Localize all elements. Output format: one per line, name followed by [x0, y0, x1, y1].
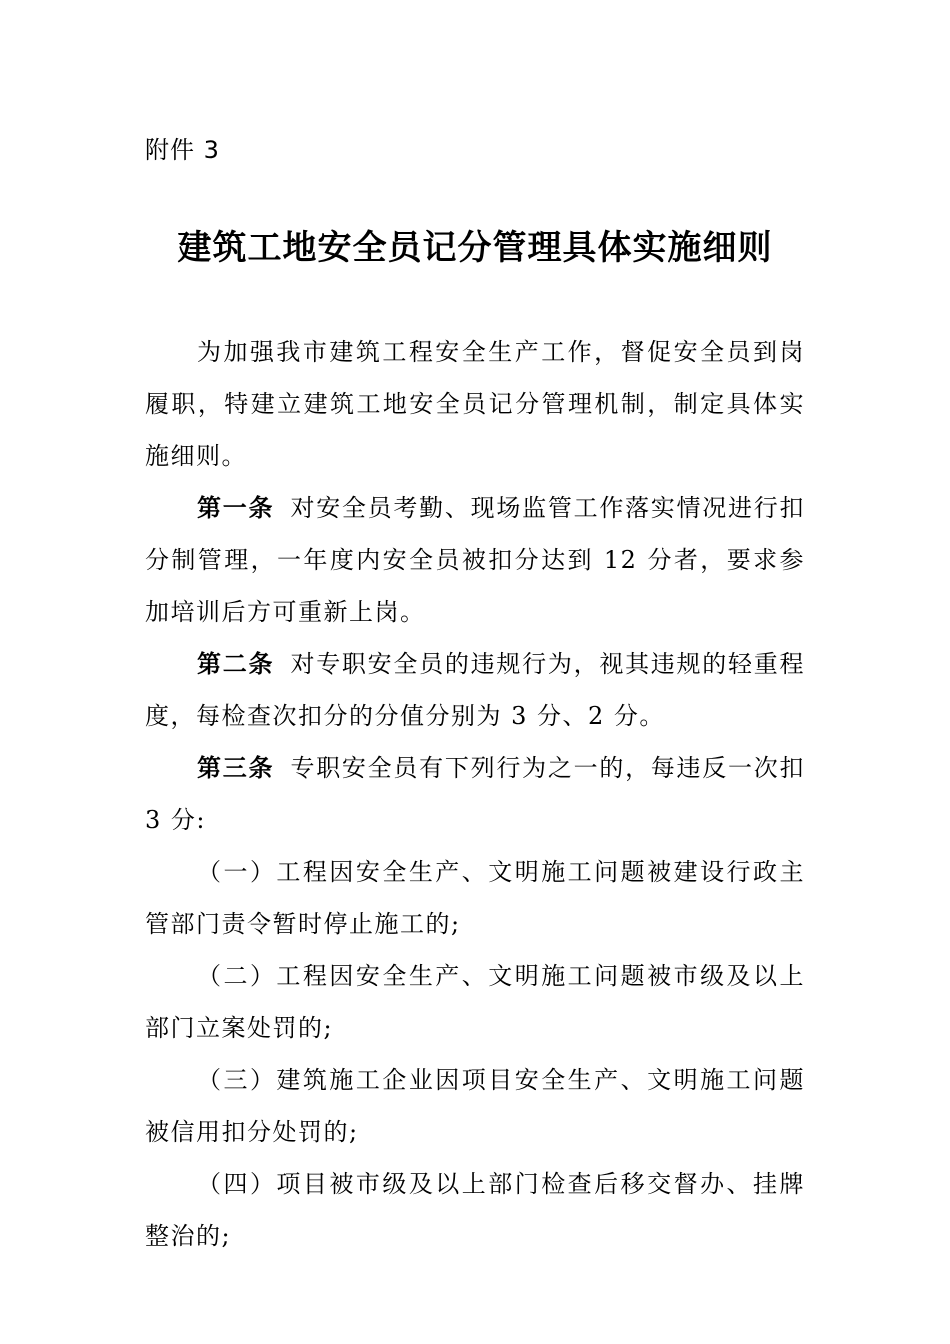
document-title: 建筑工地安全员记分管理具体实施细则	[177, 228, 773, 268]
article-1-text: 对安全员考勤、现场监管工作落实情况进行扣分制管理，一年度内安全员被扣分达到 12 分者，要求参加培训后方可重新上岗。	[145, 494, 805, 626]
list-item-2: （二）工程因安全生产、文明施工问题被市级及以上部门立案处罚的;	[145, 962, 805, 1042]
article-1-label: 第一条	[197, 494, 275, 522]
article-3	[145, 742, 805, 846]
article-3-text: 专职安全员有下列行为之一的，每违反一次扣 3 分:	[145, 754, 805, 834]
article-1	[145, 482, 805, 638]
article-2	[145, 638, 805, 742]
attachment-label: 附件 3	[145, 136, 220, 164]
article-3-label: 第三条	[197, 754, 275, 782]
article-2-text: 对专职安全员的违规行为，视其违规的轻重程度，每检查次扣分的分值分别为 3 分、2 分。	[145, 650, 805, 730]
list-item-4: （四）项目被市级及以上部门检查后移交督办、挂牌整治的;	[145, 1170, 805, 1250]
article-2-label: 第二条	[197, 650, 275, 678]
list-item-3: （三）建筑施工企业因项目安全生产、文明施工问题被信用扣分处罚的;	[145, 1066, 805, 1146]
preamble-paragraph: 为加强我市建筑工程安全生产工作，督促安全员到岗履职，特建立建筑工地安全员记分管理机制，制定具体实施细则。	[145, 338, 805, 470]
document-body	[145, 326, 805, 1262]
list-item-1: （一）工程因安全生产、文明施工问题被建设行政主管部门责令暂时停止施工的;	[145, 858, 805, 938]
